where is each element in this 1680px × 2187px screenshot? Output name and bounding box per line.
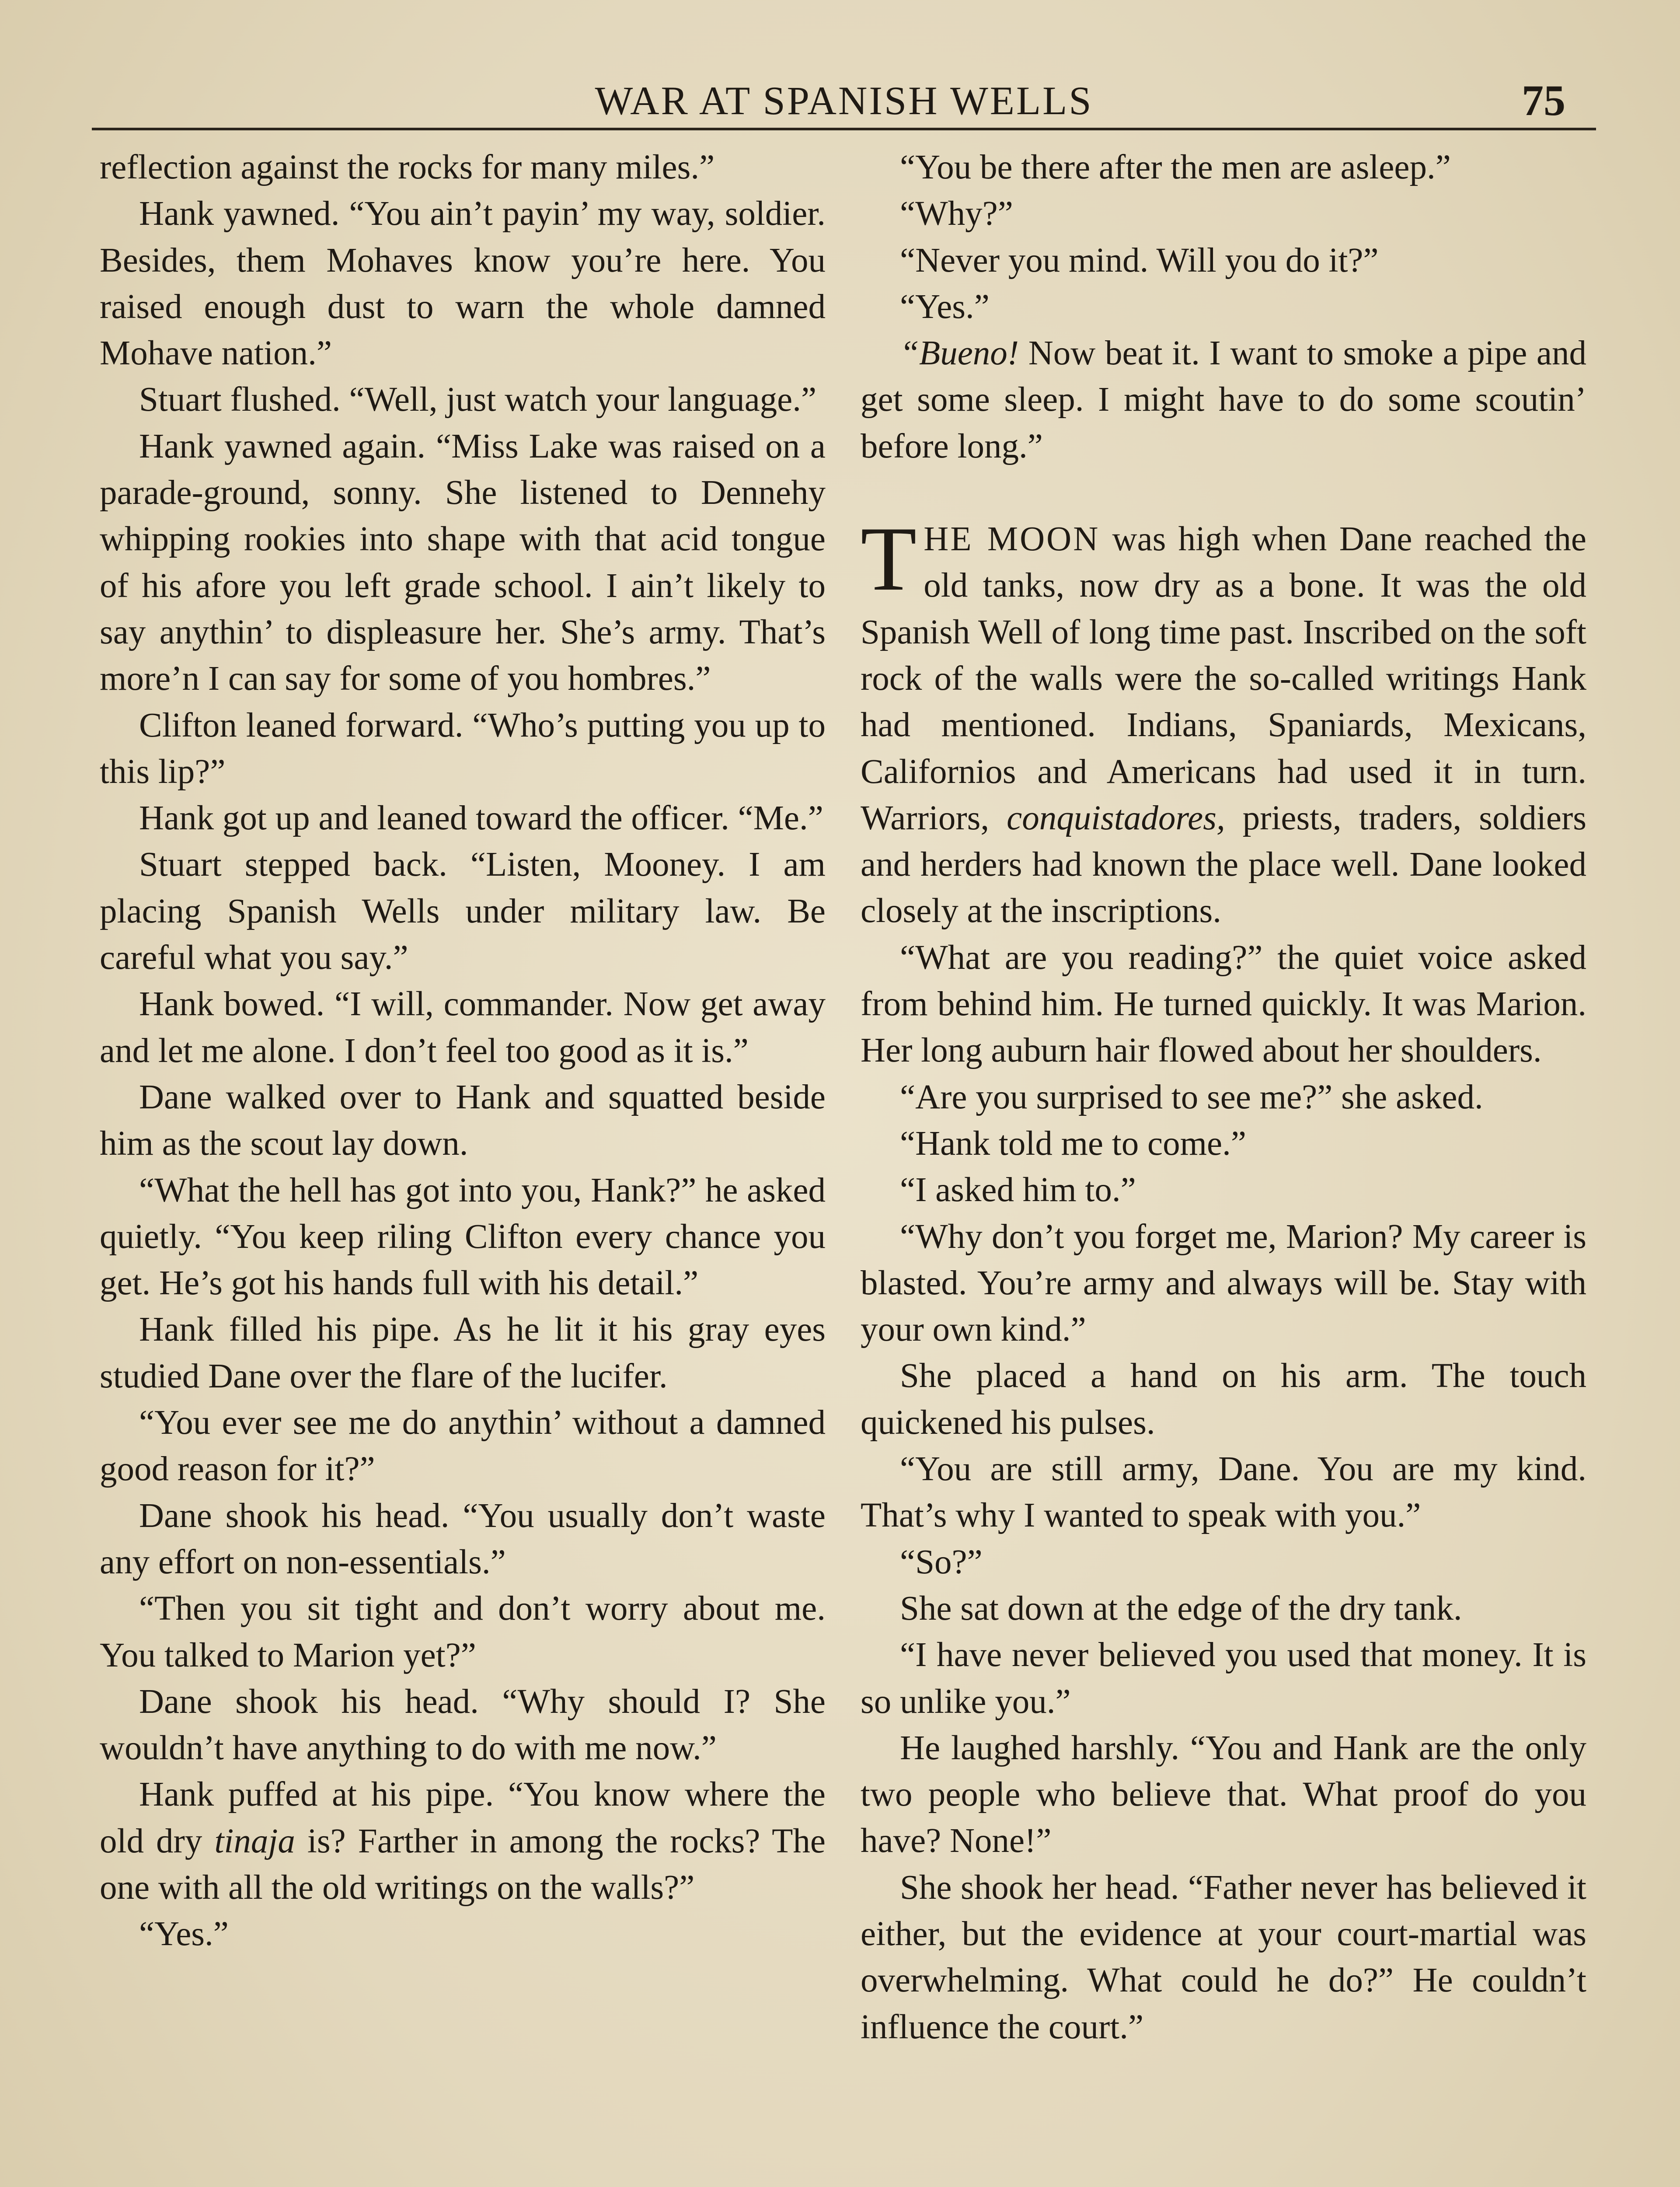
paragraph: Hank got up and leaned toward the officer. “Me.” (139, 799, 823, 838)
paragraph: “What the hell has got into you, Hank?” he asked quietly. “You keep riling Clifton every chance you get. He’s got his hands full with his detail.” (100, 1171, 826, 1303)
left-column (100, 144, 826, 2187)
paragraph: “So?” (900, 1543, 983, 1581)
paragraph: Hank yawned. “You ain’t payin’ my way, soldier. Besides, them Mohaves know you’re here. You raised enough dust to warn the whole damned Mohave nation.” (100, 195, 826, 373)
paragraph: Stuart flushed. “Well, just watch your language.” (139, 381, 817, 419)
italic-run: tinaja (214, 1822, 295, 1860)
paragraph: Dane shook his head. “Why should I? She wouldn’t have anything to do with me now.” (100, 1682, 826, 1768)
text-run: is? Farther in among the rocks? The one with all the old writings on the walls?” (100, 1822, 826, 1907)
header-rule (92, 128, 1596, 130)
paragraph: “Never you mind. Will you do it?” (900, 241, 1379, 279)
text-run: Now beat it. I want to smoke a pipe and get some sleep. I might have to do some scoutin’ before long.” (861, 334, 1586, 465)
italic-run: “Bueno! (900, 334, 1019, 373)
right-column (861, 144, 1586, 2187)
paragraph: “Yes.” (139, 1915, 229, 1953)
italic-run: conquistadores, (1007, 799, 1225, 837)
text-run: Hank puffed at his pipe. “You know where the old dry (100, 1775, 826, 1860)
paragraph (100, 1771, 826, 1911)
paragraph: “Are you surprised to see me?” she asked. (900, 1078, 1483, 1116)
running-head: WAR AT SPANISH WELLS (595, 78, 1093, 123)
paragraph: “Why don’t you forget me, Marion? My career is blasted. You’re army and always will be. Stay with your own kind.” (861, 1217, 1586, 1349)
paragraph (861, 330, 1586, 470)
paragraph: “What are you reading?” the quiet voice asked from behind him. He turned quickly. It was Marion. Her long auburn hair flowed about her shoulders. (861, 938, 1586, 1070)
section-break (861, 470, 1586, 516)
paragraph: “Hank told me to come.” (900, 1124, 1246, 1163)
paragraph: “Yes.” (900, 287, 990, 326)
paragraph: He laughed harshly. “You and Hank are the only two people who believe that. What proof do you have? None!” (861, 1729, 1586, 1860)
paragraph: Dane walked over to Hank and squatted beside him as the scout lay down. (100, 1078, 826, 1163)
smallcaps-run: HE MOON (924, 520, 1100, 559)
paragraph: She shook her head. “Father never has believed it either, but the evidence at your court-martial was overwhelming. What could he do?” He couldn’t influence the court.” (861, 1868, 1586, 2046)
text-run: priests, traders, soldiers and herders had known the place well. Dane looked closely at the inscriptions. (861, 799, 1586, 930)
paragraph: She sat down at the edge of the dry tank. (900, 1589, 1462, 1628)
paragraph: Dane shook his head. “You usually don’t waste any effort on non-essentials.” (100, 1496, 826, 1581)
page-header (0, 74, 1680, 127)
paragraph: “I have never believed you used that money. It is so unlike you.” (861, 1636, 1586, 1721)
paragraph: Hank filled his pipe. As he lit it his gray eyes studied Dane over the flare of the lucifer. (100, 1310, 826, 1395)
text-run: was high when Dane reached the old tanks, now dry as a bone. It was the old Spanish Well of long time past. Inscribed on the soft rock of the walls were the so-called writings Hank had mentioned. Indians, Spaniards, Mexicans, Californios and Americans had used it in turn. Warriors, (861, 520, 1586, 837)
paragraph: Hank bowed. “I will, commander. Now get away and let me alone. I don’t feel too good as it is.” (100, 985, 826, 1070)
paragraph: “You ever see me do anythin’ without a damned good reason for it?” (100, 1404, 826, 1488)
paragraph: reflection against the rocks for many miles.” (100, 148, 715, 186)
drop-cap: T (861, 508, 917, 610)
paragraph: “I asked him to.” (900, 1171, 1136, 1209)
section-opening-paragraph (861, 508, 1586, 935)
paragraph: “You are still army, Dane. You are my kind. That’s why I wanted to speak with you.” (861, 1450, 1586, 1535)
paragraph: “You be there after the men are asleep.” (900, 148, 1451, 186)
paragraph: Clifton leaned forward. “Who’s putting you up to this lip?” (100, 706, 826, 791)
page-number: 75 (1522, 76, 1565, 125)
paragraph: “Then you sit tight and don’t worry about me. You talked to Marion yet?” (100, 1590, 826, 1674)
paragraph: “Why?” (900, 195, 1013, 233)
paragraph: Hank yawned again. “Miss Lake was raised on a parade-ground, sonny. She listened to Dennehy whipping rookies into shape with that acid tongue of his afore you left grade school. I ain’t likely to say anythin’ to displeasure her. She’s army. That’s more’n I can say for some of you hombres.” (100, 427, 826, 698)
paragraph: She placed a hand on his arm. The touch quickened his pulses. (861, 1357, 1586, 1442)
paragraph: Stuart stepped back. “Listen, Mooney. I am placing Spanish Wells under military law. Be careful what you say.” (100, 845, 826, 977)
